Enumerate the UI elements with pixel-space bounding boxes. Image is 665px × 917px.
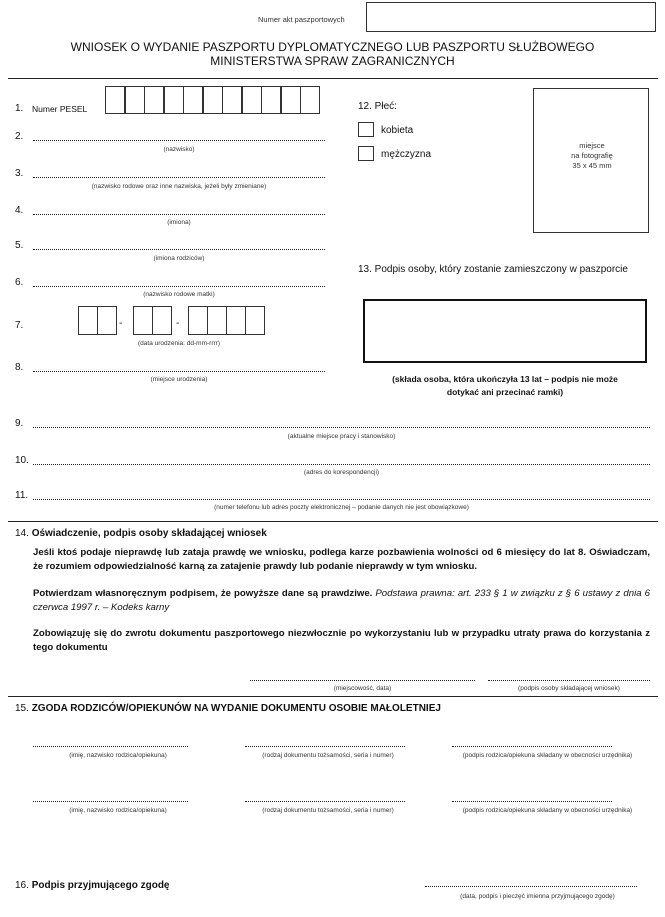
birth-date-caption: (data urodzenia: dd-mm-rrrr) [138,340,220,347]
section14-title: Oświadczenie, podpis osoby składającej wniosek [31,528,267,539]
field5-number: 5. [15,240,24,251]
pesel-digit-cell[interactable] [144,86,164,114]
photo-box [533,88,649,233]
parent2-doc-caption: (rodzaj dokumentu tożsamości, seria i numer) [262,807,394,814]
date-digit-cell[interactable] [226,306,246,335]
section15-title: ZGODA RODZICÓW/OPIEKUNÓW NA WYDANIE DOKUMENTU OSOBIE MAŁOLETNIEJ [31,703,441,714]
birthplace-input[interactable] [33,371,325,372]
address-caption: (adres do korespondencji) [303,469,380,476]
pesel-digit-cell[interactable] [242,86,262,114]
photo-text-3: 35 x 45 mm [572,161,612,170]
title-line-1: WNIOSEK O WYDANIE PASZPORTU DYPLOMATYCZNEGO LUB PASZPORTU SŁUŻBOWEGO [70,40,595,54]
applicant-signature-caption: (podpis osoby składającej wniosek) [518,685,620,692]
photo-text-1: miejsce [579,141,605,150]
field8-number: 8. [15,362,24,373]
field7-number: 7. [15,320,24,331]
parents-names-input[interactable] [33,249,325,250]
title-line-2: MINISTERSTWA SPRAW ZAGRANICZNYCH [210,54,455,68]
declaration-para-3: Zobowiązuję się do zwrotu dokumentu paszportowego niezwłocznie po wykorzystaniu lub w przypadku utraty prawa do korzystania z tego dokumentu [33,628,650,653]
field6-number: 6. [15,277,24,288]
first-names-input[interactable] [33,214,325,215]
date-digit-cell[interactable] [245,306,265,335]
parent1-name-input[interactable] [33,746,188,747]
place-date-input[interactable] [250,680,475,681]
parent2-signature-caption: (podpis rodzica/opiekuna składany w obecności urzędnika) [462,807,633,814]
date-digit-cell[interactable] [188,306,208,335]
declaration-para-2-italic: Podstawa prawna: art. 233 § 1 w związku z § 6 ustawy z dnia 6 czerwca 1997 r. – Kodeks karny [33,588,650,613]
receiver-signature-caption: (data, podpis i pieczęć imienna przyjmującego zgodę) [460,893,615,900]
pesel-digit-cell[interactable] [222,86,242,114]
date-dash-2: - [176,318,180,329]
passport-number-label: Numer akt paszportowych [258,15,345,24]
parent1-signature-caption: (podpis rodzica/opiekuna składany w obecności urzędnika) [462,752,633,759]
declaration-para-2 [33,587,650,615]
workplace-caption: (aktualne miejsce pracy i stanowisko) [287,433,396,440]
photo-text-2: na fotografię [571,151,613,160]
declaration-para-1: Jeśli ktoś podaje nieprawdę lub zataja prawdę we wniosku, podlega karze pozbawienia wolności od 6 miesięcy do lat 8. Oświadczam, że rozumiem odpowiedzialność karną za zatajenie prawdy lub podanie nieprawdy w tym wniosku. [33,547,650,572]
page-title [0,40,665,68]
workplace-input[interactable] [33,427,650,428]
pesel-digit-cell[interactable] [281,86,301,114]
parent1-doc-input[interactable] [245,746,405,747]
signature-label: 13. Podpis osoby, który zostanie zamieszczony w paszporcie [358,264,628,275]
sex-label: 12. Płeć: [358,101,397,112]
maiden-name-caption: (nazwisko rodowe oraz inne nazwiska, jeżeli były zmieniane) [91,183,267,190]
parents-names-caption: (imiona rodziców) [153,255,205,262]
surname-caption: (nazwisko) [163,146,195,153]
pesel-digit-cell[interactable] [105,86,125,114]
surname-input[interactable] [33,140,325,141]
female-checkbox[interactable] [358,122,374,137]
section16-number: 16. [15,880,29,891]
pesel-digit-cell[interactable] [164,86,184,114]
contact-caption: (numer telefonu lub adres poczty elektronicznej – podanie danych nie jest obowiązkowe) [214,504,469,511]
date-dash-1: - [119,318,123,329]
parent1-doc-caption: (rodzaj dokumentu tożsamości, seria i numer) [262,752,394,759]
parent1-name-caption: (imię, nazwisko rodzica/opiekuna) [69,752,167,759]
pesel-digit-cell[interactable] [300,86,320,114]
field1-number: 1. [15,103,24,114]
section14-number: 14. [15,528,29,539]
pesel-digit-cell[interactable] [261,86,281,114]
signature-note-2: dotykać ani przecinać ramki) [446,387,564,397]
parent2-doc-input[interactable] [245,801,405,802]
field10-number: 10. [15,455,29,466]
place-date-caption: (miejscowość, data) [333,685,392,692]
signature-box[interactable] [363,299,647,363]
date-digit-cell[interactable] [152,306,172,335]
parent2-name-input[interactable] [33,801,188,802]
field4-number: 4. [15,205,24,216]
declaration-text [33,546,650,655]
address-input[interactable] [33,464,650,465]
field11-number: 11. [15,490,29,501]
pesel-label: Numer PESEL [32,104,88,114]
section16-heading [15,880,170,891]
field2-number: 2. [15,131,24,142]
male-label: mężczyzna [381,149,432,160]
field3-number: 3. [15,168,24,179]
section15-heading [15,703,441,714]
section16-title: Podpis przyjmującego zgodę [31,880,170,891]
date-digit-cell[interactable] [78,306,98,335]
signature-note-1: (składa osoba, która ukończyła 13 lat – podpis nie może [392,374,618,384]
section15-divider [8,696,658,697]
section14-heading [15,528,267,539]
parent2-name-caption: (imię, nazwisko rodzica/opiekuna) [69,807,167,814]
parent1-signature-input[interactable] [452,746,612,747]
mother-maiden-caption: (nazwisko rodowe matki) [143,291,215,298]
pesel-digit-cell[interactable] [183,86,203,114]
header-divider [8,78,658,79]
field9-number: 9. [15,418,24,429]
pesel-digit-cell[interactable] [203,86,223,114]
contact-input[interactable] [33,499,650,500]
section15-number: 15. [15,703,29,714]
first-names-caption: (imiona) [167,219,191,226]
mother-maiden-input[interactable] [33,286,325,287]
parent2-signature-input[interactable] [452,801,612,802]
passport-number-box[interactable] [366,2,656,32]
birthplace-caption: (miejsce urodzenia) [150,376,208,383]
applicant-signature-input[interactable] [488,680,650,681]
date-digit-cell[interactable] [97,306,117,335]
pesel-digit-cell[interactable] [125,86,145,114]
date-digit-cell[interactable] [133,306,153,335]
female-label: kobieta [381,125,414,136]
receiver-signature-input[interactable] [425,886,637,887]
declaration-para-2-bold: Potwierdzam własnoręcznym podpisem, że powyższe dane są prawdziwe. [33,588,373,599]
section14-divider [8,521,658,522]
male-checkbox[interactable] [358,146,374,161]
maiden-name-input[interactable] [33,177,325,178]
photo-placeholder-text [534,141,650,171]
date-digit-cell[interactable] [207,306,227,335]
signature-note [358,373,652,399]
